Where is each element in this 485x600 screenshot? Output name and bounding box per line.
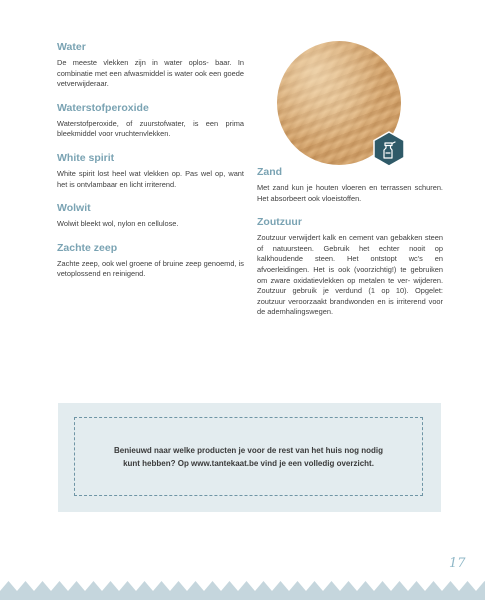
info-box [58,403,441,512]
section-heading: Zachte zeep [57,241,118,254]
section-body: Zachte zeep, ook wel groene of bruine zeep genoemd, is vetoplossend en reinigend. [57,258,244,279]
section-heading: White spirit [57,151,115,164]
section-body: Wolwit bleekt wol, nylon en cellulose. [57,219,179,229]
section-heading: Zand [257,166,283,178]
section-body: Waterstofperoxide, of zuurstofwater, is een prima bleekmiddel voor vruchtenvlekken. [57,118,244,139]
page-number: 17 [449,556,466,571]
section-body: Zoutzuur verwijdert kalk en cement van gebakken steen of natuursteen. Gebruik het echter nooit op kalkhoudende steen. Het ontstopt wc's en afvoerleidingen. Het is ook (voorzichtig!) te gebruiken om zware oxidatievlekken op metalen te ver- wijderen. Zoutzuur gebruik je verdund (1 op 10). Opgelet: zoutzuur veroorzaakt brandwonden en is irriterend voor de ademhalingswegen. [257,233,443,317]
section-zoutzuur [257,216,443,318]
section-zand [257,166,443,204]
section-body: White spirit lost heel wat vlekken op. Pas wel op, want het is ontvlambaar en licht irriterend. [57,168,244,189]
section-water [57,41,244,90]
info-text: Benieuwd naar welke producten je voor de rest van het huis nog nodig kunt hebben? Op www.tantekaat.be vind je een volledig overzicht. [114,445,383,468]
section-heading: Waterstofperoxide [57,101,149,114]
info-box-border [74,417,423,496]
right-column [257,166,443,330]
section-wolwit [57,202,244,230]
zigzag-border [0,579,485,600]
section-body: De meeste vlekken zijn in water oplos- baar. In combinatie met een afwasmiddel is water ook een goede vetverwijderaar. [57,58,245,89]
section-heading: Water [57,41,86,53]
section-zachte-zeep [57,242,244,280]
spray-bottle-icon [371,131,407,167]
section-body: Met zand kun je houten vloeren en terrassen schuren. Het absorbeert ook vloeistoffen. [257,183,443,203]
section-waterstofperoxide [57,102,244,140]
left-column [57,41,244,292]
section-heading: Wolwit [57,202,91,215]
section-white-spirit [57,152,244,190]
section-heading: Zoutzuur [257,216,302,229]
